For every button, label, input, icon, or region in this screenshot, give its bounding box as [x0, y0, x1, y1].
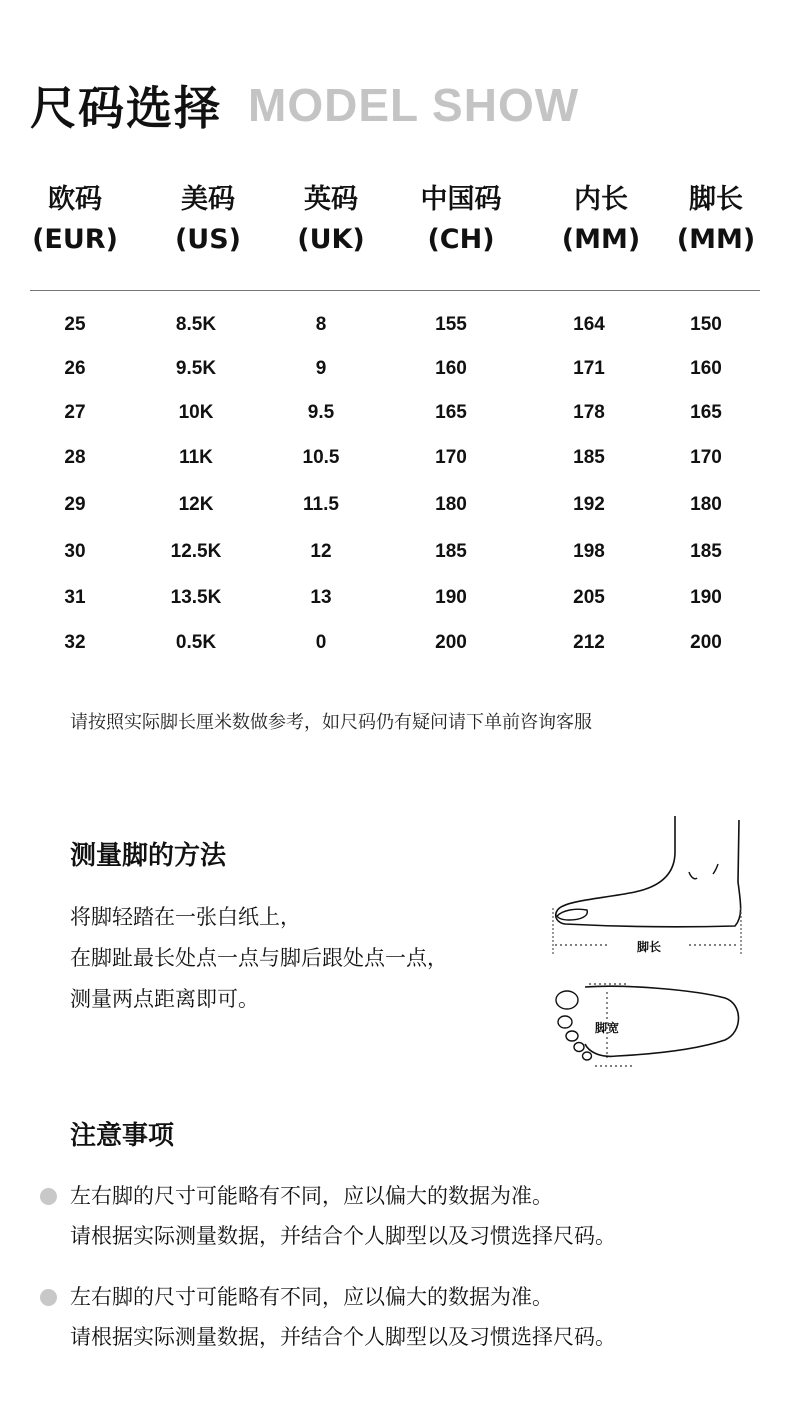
- table-cell: 10.5: [302, 447, 340, 468]
- table-cell: 0.5K: [175, 632, 217, 653]
- col-header-unit: (UK): [297, 224, 365, 255]
- col-header-inner-length: [536, 180, 666, 260]
- table-cell: 29: [64, 494, 86, 515]
- measure-line: 将脚轻踏在一张白纸上，: [70, 905, 301, 929]
- table-cell: 25: [64, 314, 86, 335]
- table-row: [0, 443, 790, 473]
- attention-line: 请根据实际测量数据，并结合个人脚型以及习惯选择尺码。: [70, 1325, 616, 1349]
- table-cell: 200: [690, 632, 722, 653]
- toe-nail: [557, 909, 587, 920]
- table-cell: 178: [573, 402, 605, 423]
- col-header-us: [143, 180, 273, 260]
- table-cell: 200: [435, 632, 467, 653]
- col-header-unit: (CH): [427, 224, 495, 255]
- foot-diagram: [545, 812, 750, 1072]
- table-cell: 192: [573, 494, 605, 515]
- attention-line: 左右脚的尺寸可能略有不同，应以偏大的数据为准。: [70, 1285, 553, 1309]
- table-cell: 13: [310, 587, 332, 608]
- table-cell: 11K: [179, 447, 213, 468]
- table-cell: 180: [435, 494, 467, 515]
- table-row: [0, 354, 790, 384]
- col-header-label: 欧码: [48, 184, 102, 215]
- col-header-uk: [266, 180, 396, 260]
- table-cell: 10K: [178, 402, 214, 423]
- size-note: 请按照实际脚长厘米数做参考，如尺码仍有疑问请下单前咨询客服: [70, 712, 592, 733]
- toe: [566, 1031, 578, 1041]
- measure-instructions: [70, 897, 448, 1020]
- ankle-line: [713, 864, 718, 874]
- table-cell: 9.5K: [175, 358, 217, 379]
- bullet-icon: [40, 1289, 57, 1306]
- table-cell: 12: [310, 541, 332, 562]
- col-header-unit: (EUR): [32, 224, 118, 255]
- table-row: [0, 310, 790, 340]
- col-header-label: 英码: [304, 184, 358, 215]
- table-cell: 185: [573, 447, 605, 468]
- attention-item: [70, 1176, 616, 1256]
- table-cell: 30: [64, 541, 86, 562]
- table-cell: 171: [573, 358, 605, 379]
- foot-length-label: 脚长: [637, 940, 662, 954]
- attention-item: [70, 1277, 616, 1357]
- ankle-line: [689, 872, 697, 879]
- table-cell: 165: [690, 402, 722, 423]
- table-cell: 160: [435, 358, 467, 379]
- foot-width-label: 脚宽: [595, 1021, 620, 1035]
- table-cell: 190: [435, 587, 467, 608]
- table-cell: 180: [690, 494, 722, 515]
- col-header-ch: [396, 180, 526, 260]
- table-cell: 165: [435, 402, 467, 423]
- table-cell: 27: [64, 402, 86, 423]
- attention-line: 请根据实际测量数据，并结合个人脚型以及习惯选择尺码。: [70, 1224, 616, 1248]
- table-row: [0, 537, 790, 567]
- measure-line: 测量两点距离即可。: [70, 987, 259, 1011]
- table-row: [0, 398, 790, 428]
- bullet-icon: [40, 1188, 57, 1205]
- measure-line: 在脚趾最长处点一点与脚后跟处点一点，: [70, 946, 448, 970]
- attention-title: 注意事项: [70, 1121, 175, 1151]
- table-cell: 8: [315, 314, 327, 335]
- table-cell: 8.5K: [175, 314, 217, 335]
- col-header-unit: (US): [174, 224, 242, 255]
- table-cell: 164: [573, 314, 605, 335]
- col-header-foot-length: [651, 180, 781, 260]
- table-cell: 11.5: [303, 494, 339, 515]
- toe: [574, 1043, 584, 1052]
- table-cell: 150: [690, 314, 722, 335]
- table-cell: 205: [573, 587, 605, 608]
- table-cell: 160: [690, 358, 722, 379]
- page-subtitle-en: MODEL SHOW: [248, 79, 580, 131]
- table-cell: 31: [64, 587, 86, 608]
- table-cell: 28: [64, 447, 86, 468]
- toe: [583, 1052, 592, 1060]
- table-cell: 12K: [178, 494, 214, 515]
- table-cell: 9.5: [307, 402, 335, 423]
- table-cell: 12.5K: [170, 541, 222, 562]
- table-cell: 185: [435, 541, 467, 562]
- col-header-unit: (MM): [561, 224, 641, 255]
- table-cell: 170: [435, 447, 467, 468]
- table-row: [0, 490, 790, 520]
- table-row: [0, 583, 790, 613]
- col-header-eur: [10, 180, 140, 260]
- table-cell: 155: [435, 314, 467, 335]
- table-cell: 170: [690, 447, 722, 468]
- col-header-label: 美码: [181, 184, 235, 215]
- col-header-label: 脚长: [689, 184, 743, 215]
- attention-line: 左右脚的尺寸可能略有不同，应以偏大的数据为准。: [70, 1184, 553, 1208]
- table-cell: 0: [315, 632, 327, 653]
- table-cell: 198: [573, 541, 605, 562]
- measure-title: 测量脚的方法: [70, 841, 227, 871]
- col-header-label: 内长: [574, 184, 628, 215]
- col-header-label: 中国码: [420, 184, 502, 215]
- table-cell: 185: [690, 541, 722, 562]
- table-divider: [30, 290, 760, 291]
- table-cell: 26: [64, 358, 86, 379]
- table-cell: 32: [64, 632, 86, 653]
- table-row: [0, 628, 790, 658]
- table-cell: 190: [690, 587, 722, 608]
- page-title: 尺码选择: [30, 81, 222, 135]
- col-header-unit: (MM): [676, 224, 756, 255]
- toe: [556, 991, 578, 1009]
- table-cell: 212: [573, 632, 605, 653]
- toe: [558, 1016, 572, 1028]
- table-cell: 13.5K: [170, 587, 222, 608]
- table-cell: 9: [315, 358, 327, 379]
